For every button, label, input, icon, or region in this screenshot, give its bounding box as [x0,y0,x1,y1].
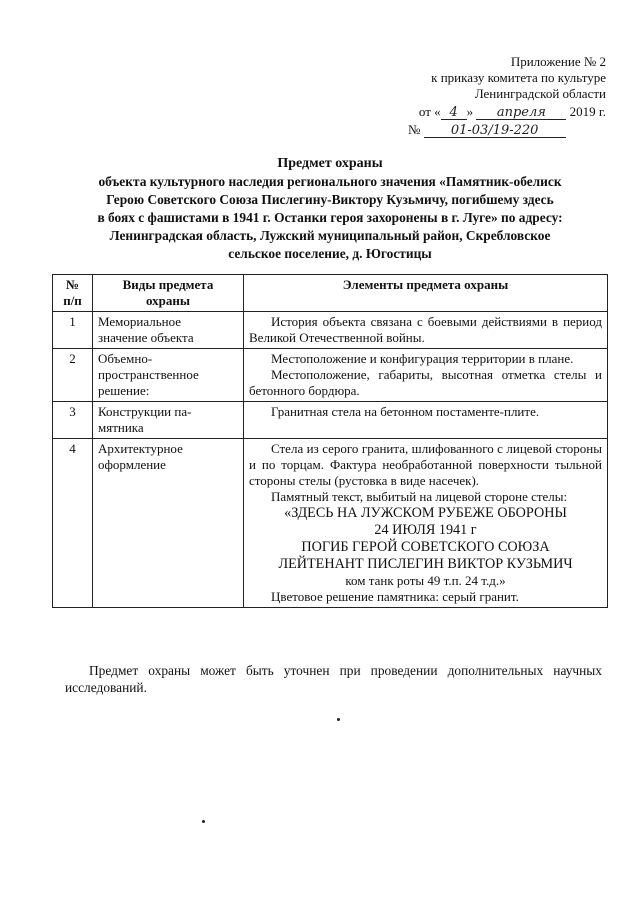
header-kind-line1: Виды предмета [122,277,214,292]
appendix-line: Ленинградской области [474,86,606,101]
title-line: Ленинградская область, Лужский муниципальный район, Скребловское [109,228,551,243]
row-kind-line: решение: [98,383,150,398]
inscription-line: 24 ИЮЛЯ 1941 г [374,522,477,538]
row-kind-line: оформление [98,457,166,472]
row-kind [93,312,244,349]
scan-speck [202,820,205,823]
row-kind-line: Конструкции па- [98,404,192,419]
header-kind-line2: охраны [145,293,191,308]
inscription-line: ЛЕЙТЕНАНТ ПИСЛЕГИН ВИКТОР КУЗЬМИЧ [278,556,573,572]
inscription-line: ПОГИБ ГЕРОЙ СОВЕТСКОГО СОЮЗА [301,539,550,555]
table-header-row [53,275,608,312]
table-row [53,349,608,402]
row-num: 2 [53,349,93,402]
date-prefix: от « [418,104,441,119]
row-kind-line: Архитектурное [98,441,183,456]
scan-speck [337,718,340,721]
title-line: сельское поселение, д. Югостицы [228,246,432,261]
protection-table [52,274,608,608]
title-line: объекта культурного наследия регионального значения «Памятник-обелиск [98,174,562,189]
row-paragraph: История объекта связана с боевыми действиями в период Великой Отечественной войны. [249,314,602,345]
number-prefix: № [408,122,421,137]
header-num [53,275,93,312]
number-handwritten: 01-03/19-220 [424,124,566,138]
row-kind-line: значение объекта [98,330,194,345]
footer-note: Предмет охраны может быть уточнен при проведении дополнительных научных исследований. [65,663,602,695]
date-mid: » [466,104,474,119]
row-kind [93,402,244,439]
row-kind-line: Объемно- [98,351,153,366]
row-paragraph: Цветовое решение памятника: серый гранит. [271,589,519,604]
row-kind-line: Мемориальное [98,314,182,329]
table-row [53,312,608,349]
row-paragraph: Стела из серого гранита, шлифованного с лицевой стороны и по торцам. Фактура необработанной поверхности тыльной стороны стелы (рустовка в виде насечек). [249,441,602,488]
document-title [60,155,600,263]
inscription-line: ком танк роты 49 т.п. 24 т.д.» [345,573,506,588]
row-paragraph: Местоположение, габариты, высотная отметка стелы и бетонного бордюра. [249,367,602,398]
header-num-line2: п/п [63,293,82,308]
table-row [53,439,608,608]
row-elements [244,402,608,439]
row-num: 3 [53,402,93,439]
header-kind [93,275,244,312]
row-paragraph: Гранитная стела на бетонном постаменте-плите. [271,404,540,419]
row-kind-line: мятника [98,420,144,435]
row-paragraph: Местоположение и конфигурация территории в плане. [271,351,574,366]
header-elements: Элементы предмета охраны [244,275,608,312]
row-paragraph: Памятный текст, выбитый на лицевой стороне стелы: [271,489,568,504]
row-elements [244,349,608,402]
appendix-block [380,54,606,138]
date-year: 2019 г. [569,104,606,119]
row-kind-line: пространственное [98,367,199,382]
title-line: в боях с фашистами в 1941 г. Останки героя захоронены в г. Луге» по адресу: [97,210,563,225]
appendix-date [380,104,606,120]
appendix-line: к приказу комитета по культуре [431,70,606,85]
title-heading: Предмет охраны [277,156,383,171]
date-day-handwritten: 4 [441,106,467,120]
appendix-line: Приложение № 2 [510,54,606,69]
row-elements [244,312,608,349]
inscription-line: «ЗДЕСЬ НА ЛУЖСКОМ РУБЕЖЕ ОБОРОНЫ [284,505,567,521]
row-num: 1 [53,312,93,349]
row-kind [93,349,244,402]
table-row [53,402,608,439]
header-num-line1: № [65,277,80,292]
row-kind [93,439,244,608]
row-elements [244,439,608,608]
appendix-number [380,122,606,138]
row-num: 4 [53,439,93,608]
date-month-handwritten: апреля [476,106,566,120]
title-line: Герою Советского Союза Пислегину-Виктору Кузьмичу, погибшему здесь [106,192,554,207]
